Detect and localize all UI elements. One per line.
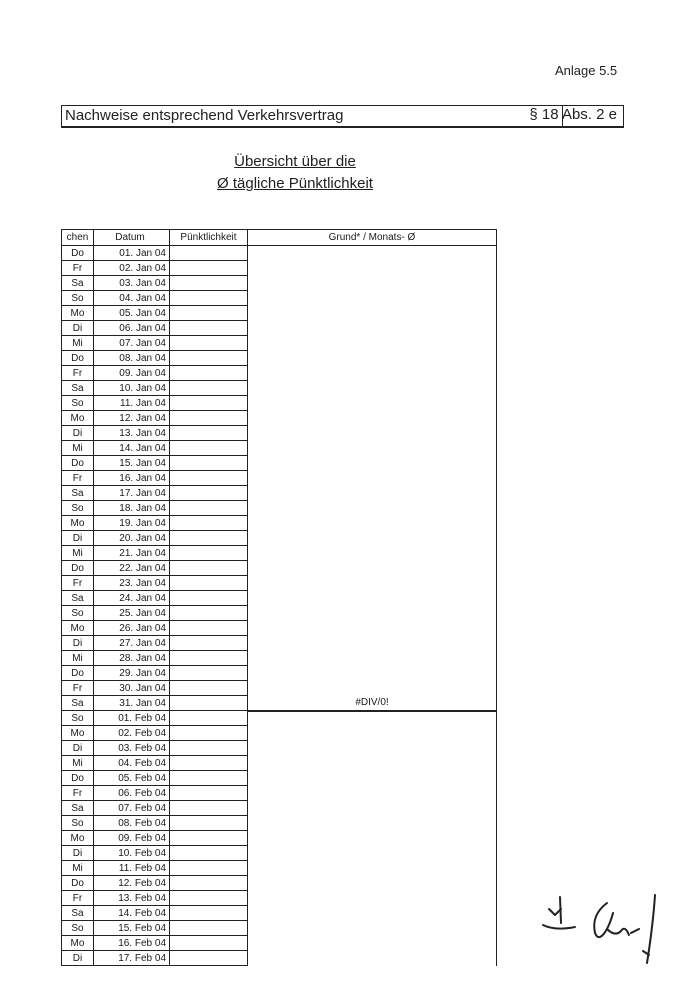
table-row [62, 891, 497, 906]
date-cell: 07. Feb 04 [94, 801, 170, 816]
table-row [62, 441, 497, 456]
weekday-cell: Mo [62, 306, 94, 321]
reason-cell [248, 831, 497, 846]
date-cell: 15. Feb 04 [94, 921, 170, 936]
reason-cell [248, 261, 497, 276]
table-row [62, 381, 497, 396]
reason-cell [248, 576, 497, 591]
reason-cell [248, 321, 497, 336]
punctuality-cell [170, 546, 248, 561]
punctuality-cell [170, 726, 248, 741]
weekday-cell: Mo [62, 411, 94, 426]
punctuality-cell [170, 306, 248, 321]
date-cell: 12. Jan 04 [94, 411, 170, 426]
table-row [62, 576, 497, 591]
punctuality-cell [170, 561, 248, 576]
handwritten-signature [535, 885, 675, 975]
punctuality-cell [170, 471, 248, 486]
weekday-cell: Do [62, 456, 94, 471]
table-row [62, 921, 497, 936]
reason-cell [248, 246, 497, 261]
table-row [62, 681, 497, 696]
table-row [62, 936, 497, 951]
punctuality-cell [170, 381, 248, 396]
date-cell: 07. Jan 04 [94, 336, 170, 351]
date-cell: 11. Jan 04 [94, 396, 170, 411]
punctuality-cell [170, 846, 248, 861]
punctuality-cell [170, 696, 248, 711]
table-row [62, 801, 497, 816]
date-cell: 06. Feb 04 [94, 786, 170, 801]
table-row [62, 816, 497, 831]
table-row [62, 291, 497, 306]
table-row [62, 741, 497, 756]
date-cell: 17. Jan 04 [94, 486, 170, 501]
weekday-cell: Fr [62, 576, 94, 591]
reason-cell [248, 636, 497, 651]
table-row [62, 951, 497, 966]
punctuality-cell [170, 411, 248, 426]
weekday-cell: So [62, 501, 94, 516]
reason-cell [248, 726, 497, 741]
table-row [62, 336, 497, 351]
weekday-cell: Mo [62, 621, 94, 636]
reason-cell [248, 561, 497, 576]
punctuality-cell [170, 711, 248, 726]
table-row [62, 726, 497, 741]
weekday-cell: Sa [62, 696, 94, 711]
column-header-date: Datum [94, 230, 170, 246]
reason-cell [248, 501, 497, 516]
reason-cell [248, 786, 497, 801]
date-cell: 09. Jan 04 [94, 366, 170, 381]
date-cell: 12. Feb 04 [94, 876, 170, 891]
table-row [62, 651, 497, 666]
reason-cell [248, 756, 497, 771]
table-row [62, 636, 497, 651]
weekday-cell: Do [62, 876, 94, 891]
date-cell: 02. Feb 04 [94, 726, 170, 741]
header-box [61, 105, 624, 128]
monthly-average-cell: #DIV/0! [248, 696, 497, 711]
reason-cell [248, 816, 497, 831]
weekday-cell: Fr [62, 366, 94, 381]
date-cell: 24. Jan 04 [94, 591, 170, 606]
weekday-cell: Di [62, 846, 94, 861]
punctuality-cell [170, 291, 248, 306]
reason-cell [248, 411, 497, 426]
table-row [62, 276, 497, 291]
reason-cell [248, 906, 497, 921]
weekday-cell: Di [62, 741, 94, 756]
weekday-cell: Mi [62, 651, 94, 666]
date-cell: 08. Jan 04 [94, 351, 170, 366]
punctuality-cell [170, 636, 248, 651]
reason-cell [248, 456, 497, 471]
table-row [62, 711, 497, 726]
weekday-cell: Di [62, 426, 94, 441]
reason-cell [248, 921, 497, 936]
punctuality-cell [170, 426, 248, 441]
weekday-cell: Mo [62, 726, 94, 741]
punctuality-cell [170, 576, 248, 591]
reason-cell [248, 336, 497, 351]
page-title-line2: Ø tägliche Pünktlichkeit [217, 175, 373, 192]
table-row [62, 876, 497, 891]
punctuality-cell [170, 441, 248, 456]
reason-cell [248, 396, 497, 411]
table-row [62, 471, 497, 486]
reason-cell [248, 951, 497, 966]
table-row [62, 906, 497, 921]
punctuality-cell [170, 681, 248, 696]
table-row [62, 516, 497, 531]
reason-cell [248, 891, 497, 906]
weekday-cell: Fr [62, 891, 94, 906]
table-row [62, 306, 497, 321]
reason-cell [248, 441, 497, 456]
date-cell: 30. Jan 04 [94, 681, 170, 696]
table-row [62, 426, 497, 441]
anlage-label: Anlage 5.5 [555, 63, 618, 78]
reason-cell [248, 486, 497, 501]
date-cell: 21. Jan 04 [94, 546, 170, 561]
punctuality-cell [170, 531, 248, 546]
table-row [62, 756, 497, 771]
reason-cell [248, 711, 497, 726]
table-row [62, 366, 497, 381]
date-cell: 17. Feb 04 [94, 951, 170, 966]
date-cell: 31. Jan 04 [94, 696, 170, 711]
date-cell: 04. Jan 04 [94, 291, 170, 306]
reason-cell [248, 381, 497, 396]
table-row [62, 591, 497, 606]
punctuality-cell [170, 801, 248, 816]
weekday-cell: Di [62, 321, 94, 336]
punctuality-cell [170, 756, 248, 771]
reason-cell [248, 936, 497, 951]
punctuality-cell [170, 261, 248, 276]
table-row [62, 786, 497, 801]
date-cell: 15. Jan 04 [94, 456, 170, 471]
reason-cell [248, 651, 497, 666]
date-cell: 05. Jan 04 [94, 306, 170, 321]
table-row [62, 696, 497, 711]
weekday-cell: So [62, 816, 94, 831]
reason-cell [248, 666, 497, 681]
punctuality-cell [170, 651, 248, 666]
column-header-reason: Grund* / Monats- Ø [248, 230, 497, 246]
table-row [62, 321, 497, 336]
weekday-cell: Do [62, 351, 94, 366]
weekday-cell: Sa [62, 486, 94, 501]
column-header-punctuality: Pünktlichkeit [170, 230, 248, 246]
date-cell: 10. Feb 04 [94, 846, 170, 861]
reason-cell [248, 846, 497, 861]
weekday-cell: Sa [62, 906, 94, 921]
punctuality-cell [170, 276, 248, 291]
reason-cell [248, 276, 497, 291]
punctuality-cell [170, 621, 248, 636]
punctuality-cell [170, 321, 248, 336]
reason-cell [248, 861, 497, 876]
punctuality-cell [170, 516, 248, 531]
weekday-cell: Fr [62, 681, 94, 696]
reason-cell [248, 771, 497, 786]
punctuality-cell [170, 936, 248, 951]
weekday-cell: Do [62, 561, 94, 576]
date-cell: 05. Feb 04 [94, 771, 170, 786]
punctuality-cell [170, 861, 248, 876]
punctuality-cell [170, 351, 248, 366]
punctuality-cell [170, 816, 248, 831]
table-row [62, 456, 497, 471]
table-row [62, 486, 497, 501]
reason-cell [248, 546, 497, 561]
date-cell: 13. Feb 04 [94, 891, 170, 906]
date-cell: 22. Jan 04 [94, 561, 170, 576]
reason-cell [248, 681, 497, 696]
reason-cell [248, 291, 497, 306]
table-header-row [62, 230, 497, 246]
page-title-line1: Übersicht über die [234, 153, 356, 170]
reason-cell [248, 351, 497, 366]
punctuality-cell [170, 786, 248, 801]
table-row [62, 621, 497, 636]
reason-cell [248, 516, 497, 531]
table-row [62, 606, 497, 621]
weekday-cell: Sa [62, 276, 94, 291]
punctuality-cell [170, 831, 248, 846]
date-cell: 01. Feb 04 [94, 711, 170, 726]
weekday-cell: Mi [62, 336, 94, 351]
reason-cell [248, 741, 497, 756]
weekday-cell: Sa [62, 591, 94, 606]
table-row [62, 351, 497, 366]
date-cell: 10. Jan 04 [94, 381, 170, 396]
date-cell: 16. Jan 04 [94, 471, 170, 486]
weekday-cell: Di [62, 951, 94, 966]
date-cell: 26. Jan 04 [94, 621, 170, 636]
column-header-weekday: chen [62, 230, 94, 246]
punctuality-table [61, 229, 497, 966]
date-cell: 04. Feb 04 [94, 756, 170, 771]
reason-cell [248, 876, 497, 891]
header-title: Nachweise entsprechend Verkehrsvertrag [65, 107, 344, 124]
punctuality-cell [170, 246, 248, 261]
weekday-cell: Di [62, 531, 94, 546]
table-row [62, 831, 497, 846]
punctuality-cell [170, 591, 248, 606]
date-cell: 19. Jan 04 [94, 516, 170, 531]
table-row [62, 546, 497, 561]
weekday-cell: Fr [62, 786, 94, 801]
weekday-cell: Do [62, 246, 94, 261]
reason-cell [248, 426, 497, 441]
weekday-cell: Sa [62, 801, 94, 816]
date-cell: 01. Jan 04 [94, 246, 170, 261]
table-row [62, 666, 497, 681]
punctuality-cell [170, 486, 248, 501]
table-row [62, 861, 497, 876]
table-body [62, 246, 497, 966]
date-cell: 29. Jan 04 [94, 666, 170, 681]
weekday-cell: Mi [62, 546, 94, 561]
weekday-cell: Mi [62, 861, 94, 876]
reason-cell [248, 606, 497, 621]
table-row [62, 561, 497, 576]
punctuality-cell [170, 951, 248, 966]
punctuality-cell [170, 666, 248, 681]
weekday-cell: So [62, 396, 94, 411]
table-row [62, 246, 497, 261]
weekday-cell: Mo [62, 831, 94, 846]
date-cell: 11. Feb 04 [94, 861, 170, 876]
weekday-cell: Do [62, 666, 94, 681]
date-cell: 25. Jan 04 [94, 606, 170, 621]
table-row [62, 411, 497, 426]
weekday-cell: Fr [62, 261, 94, 276]
reason-cell [248, 366, 497, 381]
reason-cell [248, 531, 497, 546]
reason-cell [248, 801, 497, 816]
table-row [62, 846, 497, 861]
punctuality-cell [170, 366, 248, 381]
weekday-cell: So [62, 291, 94, 306]
weekday-cell: So [62, 921, 94, 936]
weekday-cell: Sa [62, 381, 94, 396]
reason-cell [248, 471, 497, 486]
weekday-cell: Di [62, 636, 94, 651]
date-cell: 13. Jan 04 [94, 426, 170, 441]
punctuality-cell [170, 741, 248, 756]
date-cell: 14. Jan 04 [94, 441, 170, 456]
table-row [62, 501, 497, 516]
date-cell: 08. Feb 04 [94, 816, 170, 831]
date-cell: 14. Feb 04 [94, 906, 170, 921]
table-row [62, 771, 497, 786]
punctuality-cell [170, 336, 248, 351]
punctuality-cell [170, 396, 248, 411]
punctuality-cell [170, 501, 248, 516]
date-cell: 28. Jan 04 [94, 651, 170, 666]
table-row [62, 396, 497, 411]
weekday-cell: Mo [62, 936, 94, 951]
date-cell: 06. Jan 04 [94, 321, 170, 336]
date-cell: 16. Feb 04 [94, 936, 170, 951]
date-cell: 09. Feb 04 [94, 831, 170, 846]
table-row [62, 261, 497, 276]
weekday-cell: Do [62, 771, 94, 786]
weekday-cell: Mi [62, 756, 94, 771]
punctuality-cell [170, 876, 248, 891]
punctuality-cell [170, 921, 248, 936]
weekday-cell: Mo [62, 516, 94, 531]
date-cell: 18. Jan 04 [94, 501, 170, 516]
date-cell: 03. Jan 04 [94, 276, 170, 291]
punctuality-cell [170, 891, 248, 906]
date-cell: 20. Jan 04 [94, 531, 170, 546]
header-paragraph: § 18 Abs. 2 e [529, 106, 617, 123]
reason-cell [248, 591, 497, 606]
punctuality-cell [170, 456, 248, 471]
table-row [62, 531, 497, 546]
date-cell: 02. Jan 04 [94, 261, 170, 276]
punctuality-cell [170, 606, 248, 621]
punctuality-cell [170, 906, 248, 921]
date-cell: 03. Feb 04 [94, 741, 170, 756]
weekday-cell: Mi [62, 441, 94, 456]
punctuality-cell [170, 771, 248, 786]
date-cell: 23. Jan 04 [94, 576, 170, 591]
weekday-cell: So [62, 711, 94, 726]
date-cell: 27. Jan 04 [94, 636, 170, 651]
reason-cell [248, 621, 497, 636]
weekday-cell: So [62, 606, 94, 621]
reason-cell [248, 306, 497, 321]
weekday-cell: Fr [62, 471, 94, 486]
